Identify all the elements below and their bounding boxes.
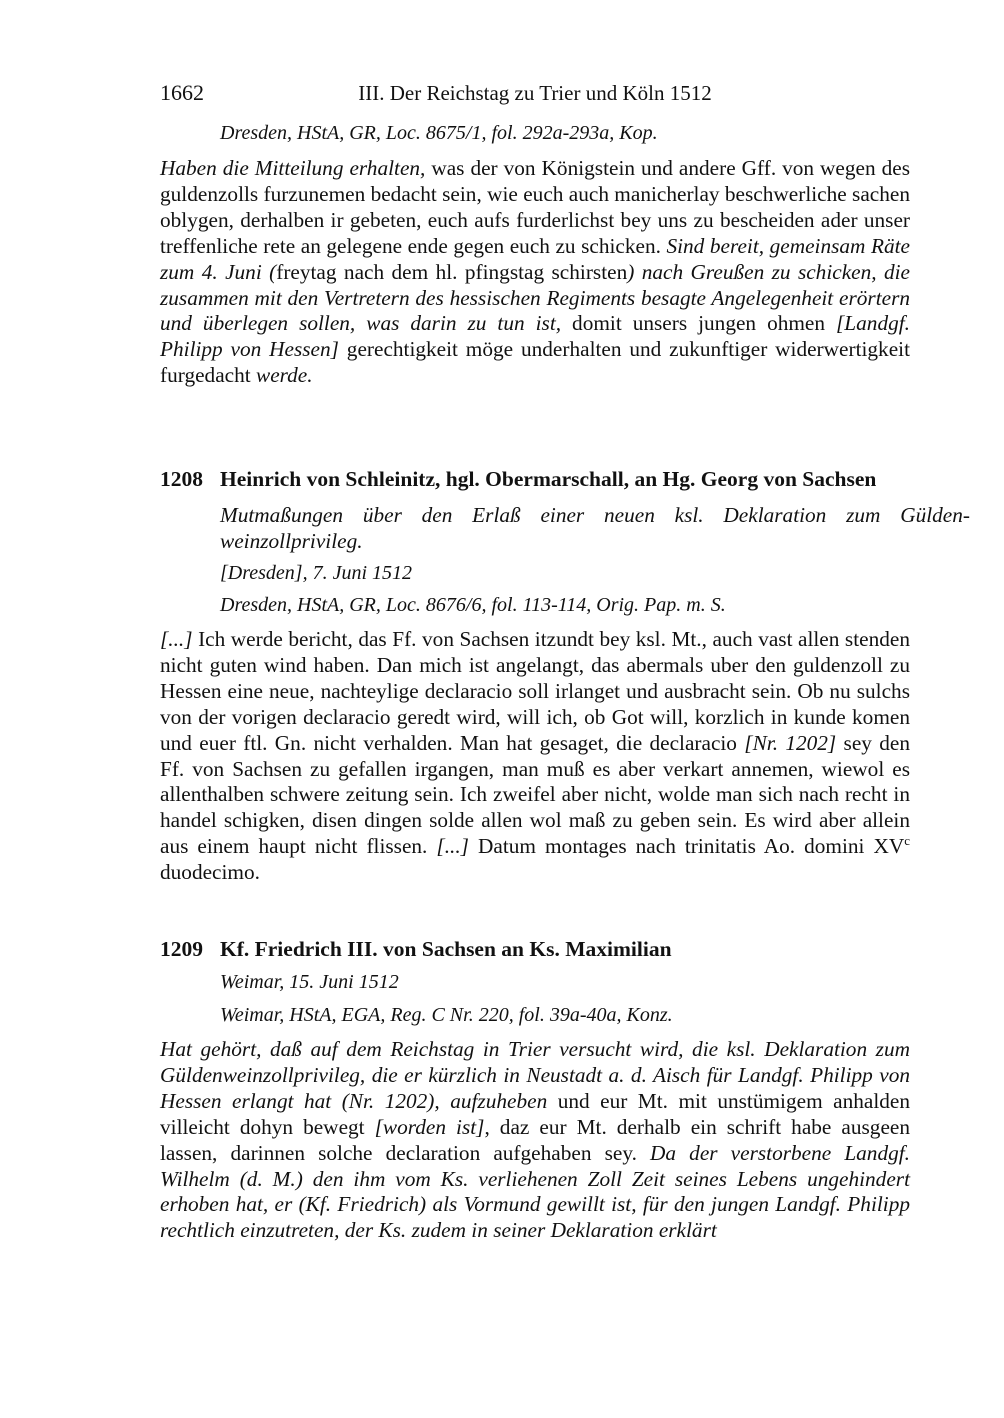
entry-1209-source: Weimar, HStA, EGA, Reg. C Nr. 220, fol. 39a-40a, Konz.	[220, 1004, 673, 1026]
text-run: [...]	[160, 627, 193, 651]
text-run: Ich werde bericht, das Ff. von Sachsen itzundt bey ksl. Mt., auch vast allen stenden nicht guten wind haben. Dan mich ist angelangt, das abermals uber den guldenzoll zu Hessen eine neue, nachteylige declaracio soll irlanget und ausbracht sein. Ob nu sulchs von der vorigen declaracio geredt wird, will ich, ob Got will, korzlich in kunde komen und euer ftl. Gn. nicht verhalden. Man hat gesaget, die declaracio	[160, 627, 910, 755]
text-run: was der von Königstein und andere Gff. von wegen des guldenzolls furzunemen bedacht sein, wie euch auch manicherlay beschwerliche sachen oblygen, derhalben ir gebeten, euch aufs furderlichst bey uns zu bescheiden ader unser treffenliche rete an gelegene ende gegen euch zu schicken.	[160, 156, 911, 258]
entry-1208-title: Heinrich von Schleinitz, hgl. Obermarschall, an Hg. Georg von Sachsen	[220, 467, 877, 491]
text-run: Sind bereit, gemeinsam Räte zum 4. Juni (	[160, 233, 910, 284]
prev-text	[160, 156, 910, 389]
text-run: gerechtigkeit möge underhalten und zukunftiger widerwertigkeit furgedacht	[160, 337, 910, 388]
document-page	[160, 0, 970, 1418]
text-run: [Landgf. Philipp von Hessen]	[160, 311, 910, 362]
text-run: domit unsers jungen ohmen	[561, 311, 837, 336]
text-run: werde.	[256, 363, 313, 388]
running-title: III. Der Reichstag zu Trier und Köln 1512	[358, 81, 712, 105]
entry-1208-source: Dresden, HStA, GR, Loc. 8676/6, fol. 113-114, Orig. Pap. m. S.	[220, 594, 726, 616]
entry-1208-regest: Mutmaßungen über den Erlaß einer neuen ksl. Deklaration zum Güldenweinzollprivileg.	[220, 503, 970, 553]
entry-1209-date: Weimar, 15. Juni 1512	[220, 971, 399, 993]
text-run: Datum montages nach trinitatis Ao. domini XV	[468, 834, 905, 859]
text-run: Haben die Mitteilung erhalten,	[160, 156, 426, 180]
entry-1208-heading	[160, 466, 910, 492]
text-run: [...]	[436, 834, 469, 859]
entry-1208-text	[160, 627, 910, 886]
text-run: [worden ist]	[374, 1114, 485, 1139]
text-run: , daz eur Mt. derhalb ein schrift habe ausgeen lassen, darinnen solche declaration aufgehaben sey.	[160, 1114, 910, 1165]
entry-1209-text	[160, 1037, 910, 1244]
page-header	[160, 78, 910, 108]
text-run: ) nach Greußen zu schicken, die zusammen mit den Vertretern des hessischen Regiments besagte Angelegenheit erörtern und überlegen sollen, was darin zu tun ist,	[160, 259, 910, 336]
prev-source: Dresden, HStA, GR, Loc. 8675/1, fol. 292a-293a, Kop.	[220, 122, 658, 144]
text-run: Hat gehört, daß auf dem Reichstag in Trier versucht wird, die ksl. Deklaration zum Güldenweinzollprivileg, die er kürzlich in Neustadt a. d. Aisch für Landgf. Philipp von Hessen erlangt hat (Nr. 1202), aufzuheben	[160, 1037, 910, 1113]
text-run: duodecimo.	[160, 860, 260, 885]
entry-1209-title: Kf. Friedrich III. von Sachsen an Ks. Maximilian	[220, 937, 672, 961]
text-run: und eur Mt. mit unstümigem anhalden villeicht dohyn bewegt	[160, 1088, 910, 1139]
text-run: Da der verstorbene Landgf. Wilhelm (d. M.) den ihm vom Ks. verliehenen Zoll Zeit seines Lebens ungehindert erhoben hat, er (Kf. Friedrich) als Vormund gewillt ist, für den jungen Landgf. Philipp rechtlich einzutreten, der Ks. zudem in seiner Deklaration erklärt	[160, 1140, 910, 1243]
entry-1209-heading	[160, 936, 910, 962]
text-run: sey den Ff. von Sachsen zu gefallen irgangen, man muß es aber verkart annemen, wiewol es allenthalben schwere zeitung sein. Ich zweifel aber nicht, wolde man sich nach recht in handel schigken, disen dingen solde allen wol maß zu geben sein. Es wird aber allein aus einem haupt nicht flissen.	[160, 730, 911, 859]
entry-1209-number: 1209	[160, 937, 203, 961]
entry-1208-date: [Dresden], 7. Juni 1512	[220, 562, 413, 584]
entry-1208-number: 1208	[160, 467, 203, 491]
text-run: [Nr. 1202]	[744, 730, 837, 755]
text-run: freytag nach dem hl. pfingstag schirsten	[276, 259, 628, 284]
text-run: c	[904, 833, 911, 849]
page-number: 1662	[160, 80, 204, 105]
